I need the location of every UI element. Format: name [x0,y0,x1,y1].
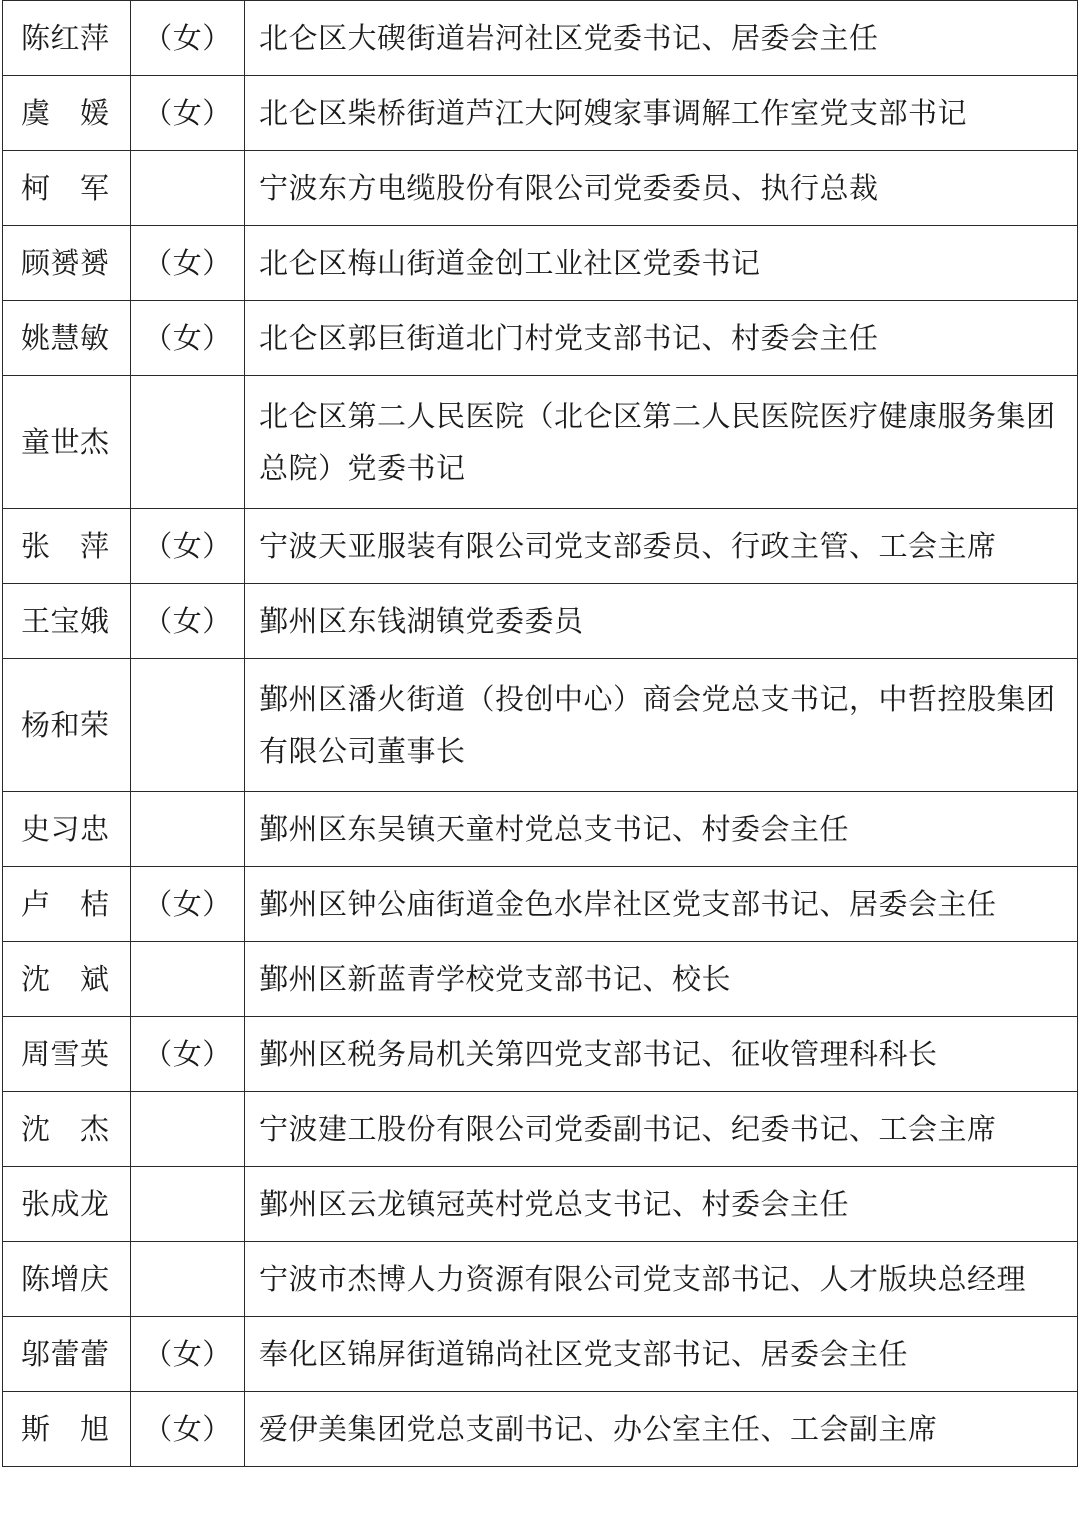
name-cell [3,1017,131,1092]
gender-cell [131,376,245,509]
name-cell [3,301,131,376]
name-cell [3,1242,131,1317]
name-cell [3,867,131,942]
table-row [3,301,1078,376]
person-name: 陈红萍 [21,21,110,55]
gender-cell: （女） [131,301,245,376]
gender-cell: （女） [131,1392,245,1467]
gender-cell [131,942,245,1017]
name-cell [3,1092,131,1167]
person-name: 张成龙 [21,1187,110,1221]
position-cell: 鄞州区税务局机关第四党支部书记、征收管理科科长 [245,1017,1078,1092]
table-row [3,659,1078,792]
position-cell: 奉化区锦屏街道锦尚社区党支部书记、居委会主任 [245,1317,1078,1392]
person-name: 沈 斌 [21,962,110,996]
person-name: 陈增庆 [21,1262,110,1296]
position-cell: 爱伊美集团党总支副书记、办公室主任、工会副主席 [245,1392,1078,1467]
name-cell [3,584,131,659]
table-row [3,151,1078,226]
name-cell [3,659,131,792]
gender-cell: （女） [131,1017,245,1092]
name-cell [3,1317,131,1392]
person-name: 卢 桔 [21,887,110,921]
table-row [3,942,1078,1017]
table-row [3,1092,1078,1167]
person-name: 邬蕾蕾 [21,1337,110,1371]
position-cell: 北仑区第二人民医院（北仑区第二人民医院医疗健康服务集团总院）党委书记 [245,376,1078,509]
position-cell: 宁波建工股份有限公司党委副书记、纪委书记、工会主席 [245,1092,1078,1167]
name-cell [3,509,131,584]
position-cell: 宁波东方电缆股份有限公司党委委员、执行总裁 [245,151,1078,226]
position-cell: 鄞州区新蓝青学校党支部书记、校长 [245,942,1078,1017]
person-name: 童世杰 [21,425,110,459]
gender-cell [131,659,245,792]
table-row [3,1,1078,76]
gender-cell [131,1167,245,1242]
position-cell: 北仑区柴桥街道芦江大阿嫂家事调解工作室党支部书记 [245,76,1078,151]
position-cell: 鄞州区潘火街道（投创中心）商会党总支书记，中哲控股集团有限公司董事长 [245,659,1078,792]
position-cell: 宁波天亚服装有限公司党支部委员、行政主管、工会主席 [245,509,1078,584]
position-cell: 鄞州区东钱湖镇党委委员 [245,584,1078,659]
position-cell: 北仑区大碶街道岩河社区党委书记、居委会主任 [245,1,1078,76]
person-name: 史习忠 [21,812,110,846]
person-name: 沈 杰 [21,1112,110,1146]
person-name: 周雪英 [21,1037,110,1071]
table-row [3,1017,1078,1092]
name-cell [3,376,131,509]
table-row [3,76,1078,151]
table-row [3,1317,1078,1392]
table-row [3,584,1078,659]
table-row [3,792,1078,867]
person-name: 顾赟赟 [21,246,110,280]
position-cell: 北仑区梅山街道金创工业社区党委书记 [245,226,1078,301]
person-name: 虞 媛 [21,96,110,130]
person-name: 姚慧敏 [21,321,110,355]
table-row [3,376,1078,509]
position-cell: 鄞州区东吴镇天童村党总支书记、村委会主任 [245,792,1078,867]
gender-cell: （女） [131,867,245,942]
gender-cell: （女） [131,1,245,76]
roster-table [2,0,1078,1467]
position-cell: 北仑区郭巨街道北门村党支部书记、村委会主任 [245,301,1078,376]
table-row [3,1392,1078,1467]
gender-cell [131,1242,245,1317]
table-row [3,1167,1078,1242]
name-cell [3,1167,131,1242]
gender-cell: （女） [131,76,245,151]
gender-cell [131,792,245,867]
person-name: 杨和荣 [21,708,110,742]
gender-cell: （女） [131,584,245,659]
gender-cell: （女） [131,509,245,584]
table-row [3,867,1078,942]
table-row [3,226,1078,301]
name-cell [3,1,131,76]
table-row [3,509,1078,584]
person-name: 斯 旭 [21,1412,110,1446]
gender-cell: （女） [131,226,245,301]
name-cell [3,792,131,867]
person-name: 柯 军 [21,171,110,205]
person-name: 张 萍 [21,529,110,563]
position-cell: 鄞州区云龙镇冠英村党总支书记、村委会主任 [245,1167,1078,1242]
gender-cell [131,151,245,226]
position-cell: 宁波市杰博人力资源有限公司党支部书记、人才版块总经理 [245,1242,1078,1317]
position-cell: 鄞州区钟公庙街道金色水岸社区党支部书记、居委会主任 [245,867,1078,942]
name-cell [3,151,131,226]
gender-cell: （女） [131,1317,245,1392]
name-cell [3,942,131,1017]
person-name: 王宝娥 [21,604,110,638]
name-cell [3,1392,131,1467]
table-row [3,1242,1078,1317]
name-cell [3,76,131,151]
name-cell [3,226,131,301]
gender-cell [131,1092,245,1167]
